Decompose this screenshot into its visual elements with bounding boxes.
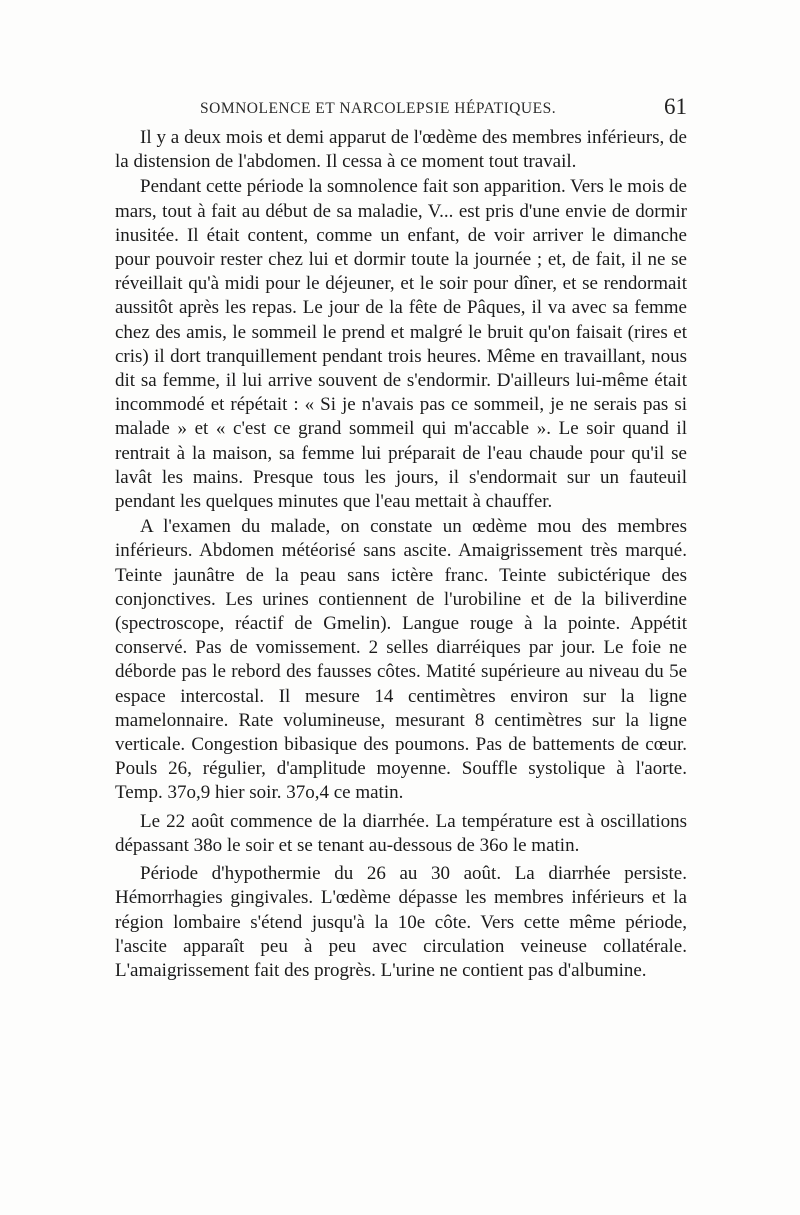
running-title: SOMNOLENCE ET NARCOLEPSIE HÉPATIQUES. xyxy=(200,100,557,117)
text-body xyxy=(115,126,687,983)
page-number: 61 xyxy=(664,94,687,119)
paragraph-3: A l'examen du malade, on constate un œdème mou des membres inférieurs. Abdomen météorisé sans ascite. Amaigrissement très marqué. Teinte jaunâtre de la peau sans ictère franc. Teinte subictérique des conjonctives. Les urines contiennent de l'urobiline et de la biliverdine (spectroscope, réactif de Gmelin). Langue rouge à la pointe. Appétit conservé. Pas de vomissement. 2 selles diarréiques par jour. Le foie ne déborde pas le rebord des fausses côtes. Matité supérieure au niveau du 5e espace intercostal. Il mesure 14 centimètres environ sur la ligne mamelonnaire. Rate volumineuse, mesurant 8 centimètres sur la ligne verticale. Congestion bibasique des poumons. Pas de battements de cœur. Pouls 26, régulier, d'amplitude moyenne. Souffle systolique à l'aorte. Temp. 37o,9 hier soir. 37o,4 ce matin. xyxy=(115,516,687,804)
running-head xyxy=(110,96,687,124)
paragraph-5: Période d'hypothermie du 26 au 30 août. La diarrhée persiste. Hémorrhagies gingivales. L'œdème dépasse les membres inférieurs et la région lombaire s'étend jusqu'à la 10e côte. Vers cette même période, l'ascite apparaît peu à peu avec circulation veineuse collatérale. L'amaigrissement fait des progrès. L'urine ne contient pas d'albumine. xyxy=(115,863,687,981)
paragraph-1: Il y a deux mois et demi apparut de l'œdème des membres inférieurs, de la distension de l'abdomen. Il cessa à ce moment tout travail. xyxy=(115,127,687,173)
paragraph-2: Pendant cette période la somnolence fait son apparition. Vers le mois de mars, tout à fait au début de sa maladie, V... est pris d'une envie de dormir inusitée. Il était content, comme un enfant, de voir arriver le dimanche pour pouvoir rester chez lui et dormir toute la journée ; et, de fait, il ne se réveillait qu'à midi pour le déjeuner, et le soir pour dîner, et se rendormait aussitôt après les repas. Le jour de la fête de Pâques, il va avec sa femme chez des amis, le sommeil le prend et malgré le bruit qu'on faisait (rires et cris) il dort tranquillement pendant trois heures. Même en travaillant, nous dit sa femme, il lui arrive souvent de s'endormir. D'ailleurs lui-même était incommodé et répétait : « Si je n'avais pas ce sommeil, je ne serais pas si malade » et « c'est ce grand sommeil qui m'accable ». Le soir quand il rentrait à la maison, sa femme lui préparait de l'eau chaude pour qu'il se lavât les mains. Presque tous les jours, il s'endormait sur un fauteuil pendant les quelques minutes que l'eau mettait à chauffer. xyxy=(115,176,687,513)
paragraph-4: Le 22 août commence de la diarrhée. La température est à oscillations dépassant 38o le soir et se tenant au-dessous de 36o le matin. xyxy=(115,810,687,856)
